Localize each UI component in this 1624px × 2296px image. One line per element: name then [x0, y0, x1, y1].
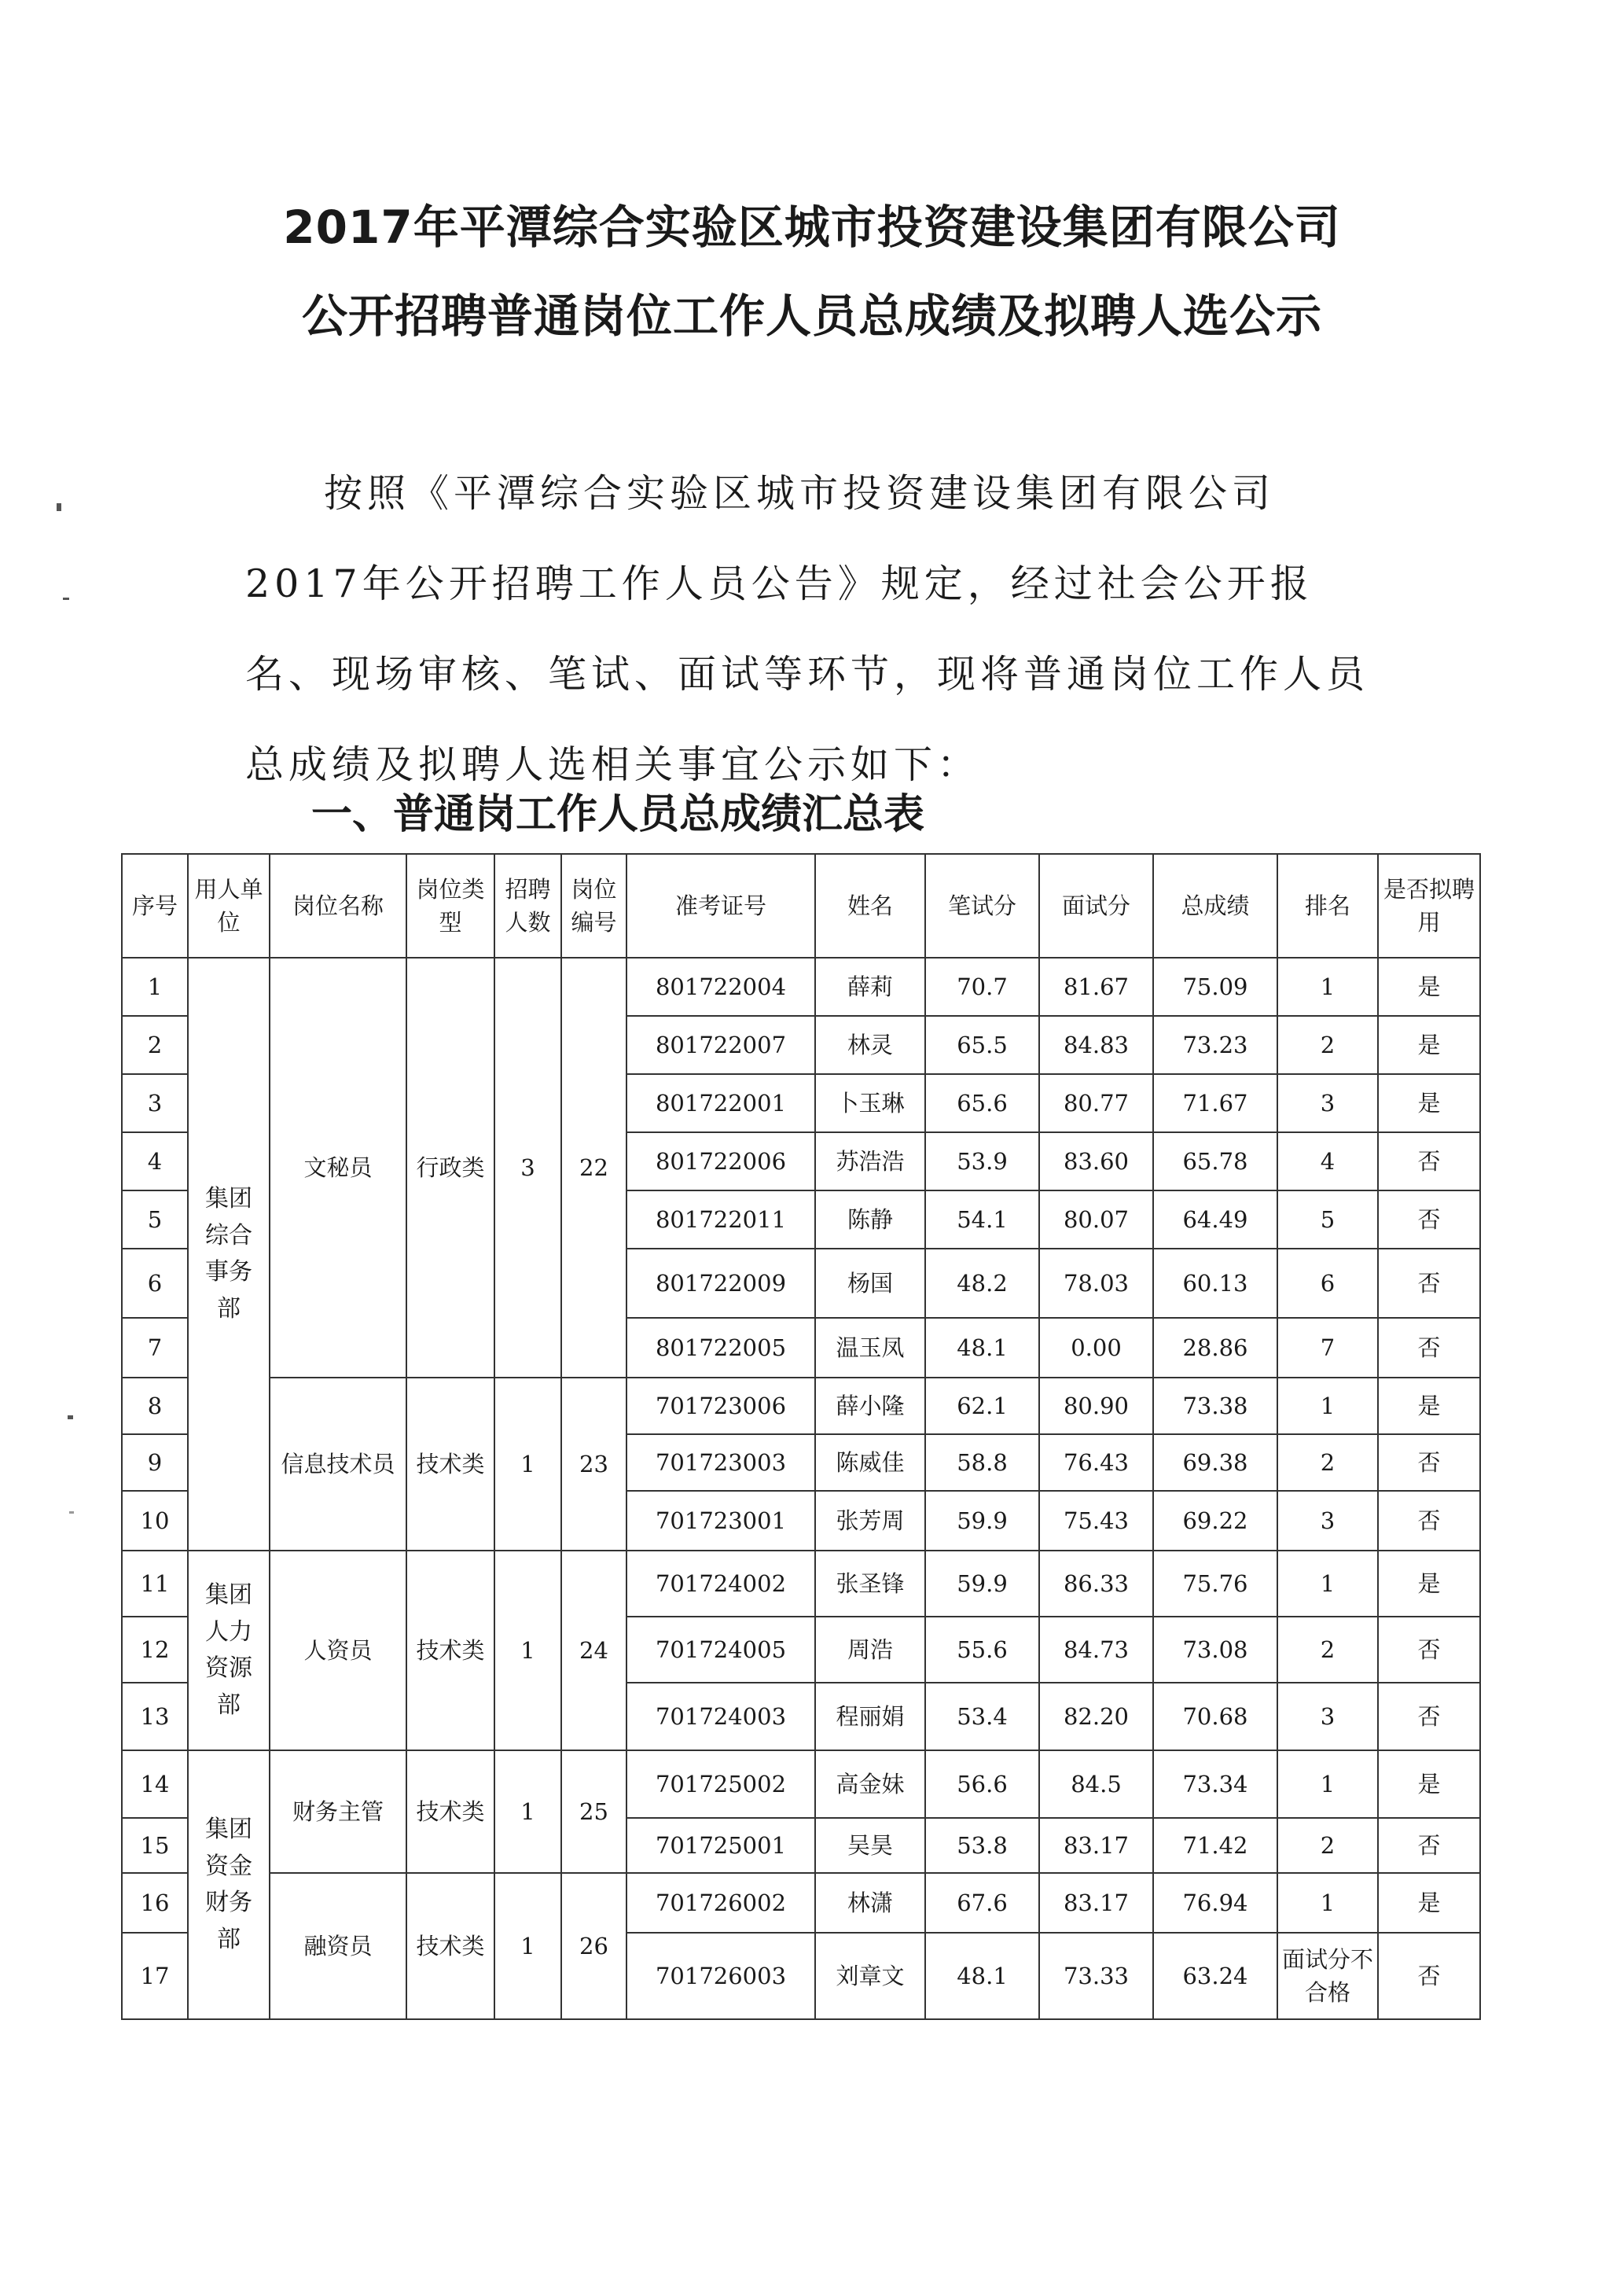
interview-score-cell: 84.5	[1039, 1750, 1153, 1818]
hire-decision-cell: 是	[1378, 1016, 1480, 1074]
interview-score-cell: 80.77	[1039, 1074, 1153, 1132]
total-score-cell: 60.13	[1153, 1249, 1277, 1318]
scan-speck	[69, 1511, 74, 1514]
total-score-cell: 73.34	[1153, 1750, 1277, 1818]
post-code-cell: 22	[561, 958, 626, 1378]
rank-cell: 1	[1277, 1873, 1378, 1933]
hire-count-cell: 1	[494, 1750, 561, 1873]
ticket-number-cell: 701725001	[626, 1818, 815, 1873]
header-cell: 面试分	[1039, 854, 1153, 958]
hire-decision-cell: 是	[1378, 1873, 1480, 1933]
candidate-name-cell: 陈静	[815, 1190, 925, 1249]
rank-cell: 1	[1277, 1551, 1378, 1617]
post-code-cell: 26	[561, 1873, 626, 2019]
written-score-cell: 58.8	[925, 1434, 1039, 1491]
ticket-number-cell: 701724002	[626, 1551, 815, 1617]
ticket-number-cell: 701723001	[626, 1491, 815, 1551]
row-number-cell: 6	[122, 1249, 188, 1318]
row-number-cell: 3	[122, 1074, 188, 1132]
table-header-row	[122, 854, 1480, 958]
total-score-cell: 76.94	[1153, 1873, 1277, 1933]
header-cell: 序号	[122, 854, 188, 958]
post-name-cell: 财务主管	[270, 1750, 406, 1873]
interview-score-cell: 83.17	[1039, 1873, 1153, 1933]
total-score-cell: 73.23	[1153, 1016, 1277, 1074]
hire-count-cell: 3	[494, 958, 561, 1378]
intro-text: 按照《平潭综合实验区城市投资建设集团有限公司2017年公开招聘工作人员公告》规定，经过社会公开报名、现场审核、笔试、面试等环节，现将普通岗位工作人员总成绩及拟聘人选相关事宜公示如下：	[245, 471, 1370, 787]
written-score-cell: 62.1	[925, 1378, 1039, 1434]
total-score-cell: 65.78	[1153, 1132, 1277, 1190]
intro-paragraph	[245, 448, 1369, 810]
written-score-cell: 65.6	[925, 1074, 1039, 1132]
table-row	[122, 1378, 1480, 1434]
row-number-cell: 13	[122, 1683, 188, 1750]
ticket-number-cell: 701723006	[626, 1378, 815, 1434]
unit-cell: 集团资金财务部	[188, 1750, 270, 2019]
rank-cell: 1	[1277, 958, 1378, 1016]
header-cell: 姓名	[815, 854, 925, 958]
written-score-cell: 59.9	[925, 1491, 1039, 1551]
post-code-cell: 25	[561, 1750, 626, 1873]
rank-cell: 6	[1277, 1249, 1378, 1318]
total-score-cell: 63.24	[1153, 1933, 1277, 2019]
document-title-line-1: 2017年平潭综合实验区城市投资建设集团有限公司	[283, 201, 1341, 254]
interview-score-cell: 81.67	[1039, 958, 1153, 1016]
ticket-number-cell: 701726002	[626, 1873, 815, 1933]
ticket-number-cell: 801722004	[626, 958, 815, 1016]
written-score-cell: 53.4	[925, 1683, 1039, 1750]
ticket-number-cell: 701726003	[626, 1933, 815, 2019]
candidate-name-cell: 张圣锋	[815, 1551, 925, 1617]
interview-score-cell: 0.00	[1039, 1318, 1153, 1378]
total-score-cell: 71.67	[1153, 1074, 1277, 1132]
candidate-name-cell: 程丽娟	[815, 1683, 925, 1750]
rank-cell: 3	[1277, 1074, 1378, 1132]
post-code-cell: 23	[561, 1378, 626, 1551]
rank-cell: 2	[1277, 1617, 1378, 1683]
written-score-cell: 54.1	[925, 1190, 1039, 1249]
row-number-cell: 17	[122, 1933, 188, 2019]
unit-cell: 集团人力资源部	[188, 1551, 270, 1750]
post-name-cell: 融资员	[270, 1873, 406, 2019]
table-row	[122, 1551, 1480, 1617]
candidate-name-cell: 杨国	[815, 1249, 925, 1318]
rank-cell: 2	[1277, 1818, 1378, 1873]
header-cell: 用人单位	[188, 854, 270, 958]
ticket-number-cell: 801722009	[626, 1249, 815, 1318]
total-score-cell: 69.38	[1153, 1434, 1277, 1491]
total-score-cell: 64.49	[1153, 1190, 1277, 1249]
total-score-cell: 73.08	[1153, 1617, 1277, 1683]
total-score-cell: 28.86	[1153, 1318, 1277, 1378]
ticket-number-cell: 701723003	[626, 1434, 815, 1491]
written-score-cell: 67.6	[925, 1873, 1039, 1933]
rank-cell: 面试分不合格	[1277, 1933, 1378, 2019]
post-code-cell: 24	[561, 1551, 626, 1750]
rank-cell: 7	[1277, 1318, 1378, 1378]
rank-cell: 2	[1277, 1016, 1378, 1074]
hire-decision-cell: 否	[1378, 1434, 1480, 1491]
post-name-cell: 人资员	[270, 1551, 406, 1750]
written-score-cell: 55.6	[925, 1617, 1039, 1683]
header-cell: 准考证号	[626, 854, 815, 958]
candidate-name-cell: 薛莉	[815, 958, 925, 1016]
header-cell: 招聘人数	[494, 854, 561, 958]
candidate-name-cell: 苏浩浩	[815, 1132, 925, 1190]
ticket-number-cell: 801722005	[626, 1318, 815, 1378]
candidate-name-cell: 高金妹	[815, 1750, 925, 1818]
hire-decision-cell: 否	[1378, 1190, 1480, 1249]
written-score-cell: 48.1	[925, 1318, 1039, 1378]
candidate-name-cell: 林潇	[815, 1873, 925, 1933]
post-name-cell: 信息技术员	[270, 1378, 406, 1551]
candidate-name-cell: 林灵	[815, 1016, 925, 1074]
candidate-name-cell: 张芳周	[815, 1491, 925, 1551]
hire-decision-cell: 是	[1378, 1074, 1480, 1132]
ticket-number-cell: 701725002	[626, 1750, 815, 1818]
interview-score-cell: 82.20	[1039, 1683, 1153, 1750]
header-cell: 岗位编号	[561, 854, 626, 958]
hire-decision-cell: 否	[1378, 1132, 1480, 1190]
interview-score-cell: 78.03	[1039, 1249, 1153, 1318]
hire-decision-cell: 否	[1378, 1818, 1480, 1873]
hire-decision-cell: 是	[1378, 1378, 1480, 1434]
row-number-cell: 1	[122, 958, 188, 1016]
candidate-name-cell: 卜玉琳	[815, 1074, 925, 1132]
hire-decision-cell: 否	[1378, 1249, 1480, 1318]
post-type-cell: 技术类	[406, 1873, 494, 2019]
interview-score-cell: 84.73	[1039, 1617, 1153, 1683]
candidate-name-cell: 薛小隆	[815, 1378, 925, 1434]
table-row	[122, 1873, 1480, 1933]
header-cell: 总成绩	[1153, 854, 1277, 958]
interview-score-cell: 80.90	[1039, 1378, 1153, 1434]
hire-decision-cell: 否	[1378, 1933, 1480, 2019]
post-name-cell: 文秘员	[270, 958, 406, 1378]
written-score-cell: 59.9	[925, 1551, 1039, 1617]
row-number-cell: 15	[122, 1818, 188, 1873]
rank-cell: 1	[1277, 1378, 1378, 1434]
written-score-cell: 48.1	[925, 1933, 1039, 2019]
rank-cell: 5	[1277, 1190, 1378, 1249]
total-score-cell: 75.09	[1153, 958, 1277, 1016]
document-title-line-2: 公开招聘普通岗位工作人员总成绩及拟聘人选公示	[301, 289, 1322, 343]
total-score-cell: 70.68	[1153, 1683, 1277, 1750]
interview-score-cell: 73.33	[1039, 1933, 1153, 2019]
total-score-cell: 75.76	[1153, 1551, 1277, 1617]
header-cell: 岗位类型	[406, 854, 494, 958]
interview-score-cell: 86.33	[1039, 1551, 1153, 1617]
hire-count-cell: 1	[494, 1873, 561, 2019]
candidate-name-cell: 周浩	[815, 1617, 925, 1683]
header-cell: 排名	[1277, 854, 1378, 958]
hire-count-cell: 1	[494, 1378, 561, 1551]
written-score-cell: 53.8	[925, 1818, 1039, 1873]
interview-score-cell: 84.83	[1039, 1016, 1153, 1074]
written-score-cell: 53.9	[925, 1132, 1039, 1190]
rank-cell: 3	[1277, 1683, 1378, 1750]
unit-cell: 集团综合事务部	[188, 958, 270, 1551]
ticket-number-cell: 801722006	[626, 1132, 815, 1190]
post-type-cell: 技术类	[406, 1750, 494, 1873]
hire-decision-cell: 是	[1378, 1750, 1480, 1818]
row-number-cell: 8	[122, 1378, 188, 1434]
candidate-name-cell: 刘章文	[815, 1933, 925, 2019]
post-type-cell: 行政类	[406, 958, 494, 1378]
row-number-cell: 14	[122, 1750, 188, 1818]
row-number-cell: 9	[122, 1434, 188, 1491]
ticket-number-cell: 701724003	[626, 1683, 815, 1750]
row-number-cell: 7	[122, 1318, 188, 1378]
post-type-cell: 技术类	[406, 1378, 494, 1551]
rank-cell: 3	[1277, 1491, 1378, 1551]
hire-decision-cell: 是	[1378, 958, 1480, 1016]
scan-speck	[68, 1415, 73, 1419]
table-row	[122, 958, 1480, 1016]
table-row	[122, 1750, 1480, 1818]
hire-decision-cell: 否	[1378, 1318, 1480, 1378]
row-number-cell: 16	[122, 1873, 188, 1933]
candidate-name-cell: 吴昊	[815, 1818, 925, 1873]
rank-cell: 4	[1277, 1132, 1378, 1190]
interview-score-cell: 75.43	[1039, 1491, 1153, 1551]
header-cell: 是否拟聘用	[1378, 854, 1480, 958]
rank-cell: 2	[1277, 1434, 1378, 1491]
ticket-number-cell: 801722007	[626, 1016, 815, 1074]
interview-score-cell: 83.17	[1039, 1818, 1153, 1873]
post-type-cell: 技术类	[406, 1551, 494, 1750]
written-score-cell: 65.5	[925, 1016, 1039, 1074]
row-number-cell: 4	[122, 1132, 188, 1190]
section-heading: 一、普通岗工作人员总成绩汇总表	[311, 791, 925, 838]
scan-speck	[57, 503, 61, 511]
interview-score-cell: 83.60	[1039, 1132, 1153, 1190]
scan-speck	[63, 598, 69, 600]
interview-score-cell: 80.07	[1039, 1190, 1153, 1249]
score-summary-table	[121, 853, 1481, 2020]
hire-decision-cell: 是	[1378, 1551, 1480, 1617]
header-cell: 岗位名称	[270, 854, 406, 958]
interview-score-cell: 76.43	[1039, 1434, 1153, 1491]
row-number-cell: 12	[122, 1617, 188, 1683]
candidate-name-cell: 陈威佳	[815, 1434, 925, 1491]
row-number-cell: 10	[122, 1491, 188, 1551]
candidate-name-cell: 温玉凤	[815, 1318, 925, 1378]
written-score-cell: 70.7	[925, 958, 1039, 1016]
written-score-cell: 48.2	[925, 1249, 1039, 1318]
hire-decision-cell: 否	[1378, 1617, 1480, 1683]
written-score-cell: 56.6	[925, 1750, 1039, 1818]
hire-count-cell: 1	[494, 1551, 561, 1750]
ticket-number-cell: 801722001	[626, 1074, 815, 1132]
hire-decision-cell: 否	[1378, 1683, 1480, 1750]
total-score-cell: 71.42	[1153, 1818, 1277, 1873]
total-score-cell: 69.22	[1153, 1491, 1277, 1551]
row-number-cell: 5	[122, 1190, 188, 1249]
ticket-number-cell: 701724005	[626, 1617, 815, 1683]
total-score-cell: 73.38	[1153, 1378, 1277, 1434]
hire-decision-cell: 否	[1378, 1491, 1480, 1551]
rank-cell: 1	[1277, 1750, 1378, 1818]
ticket-number-cell: 801722011	[626, 1190, 815, 1249]
header-cell: 笔试分	[925, 854, 1039, 958]
row-number-cell: 2	[122, 1016, 188, 1074]
row-number-cell: 11	[122, 1551, 188, 1617]
